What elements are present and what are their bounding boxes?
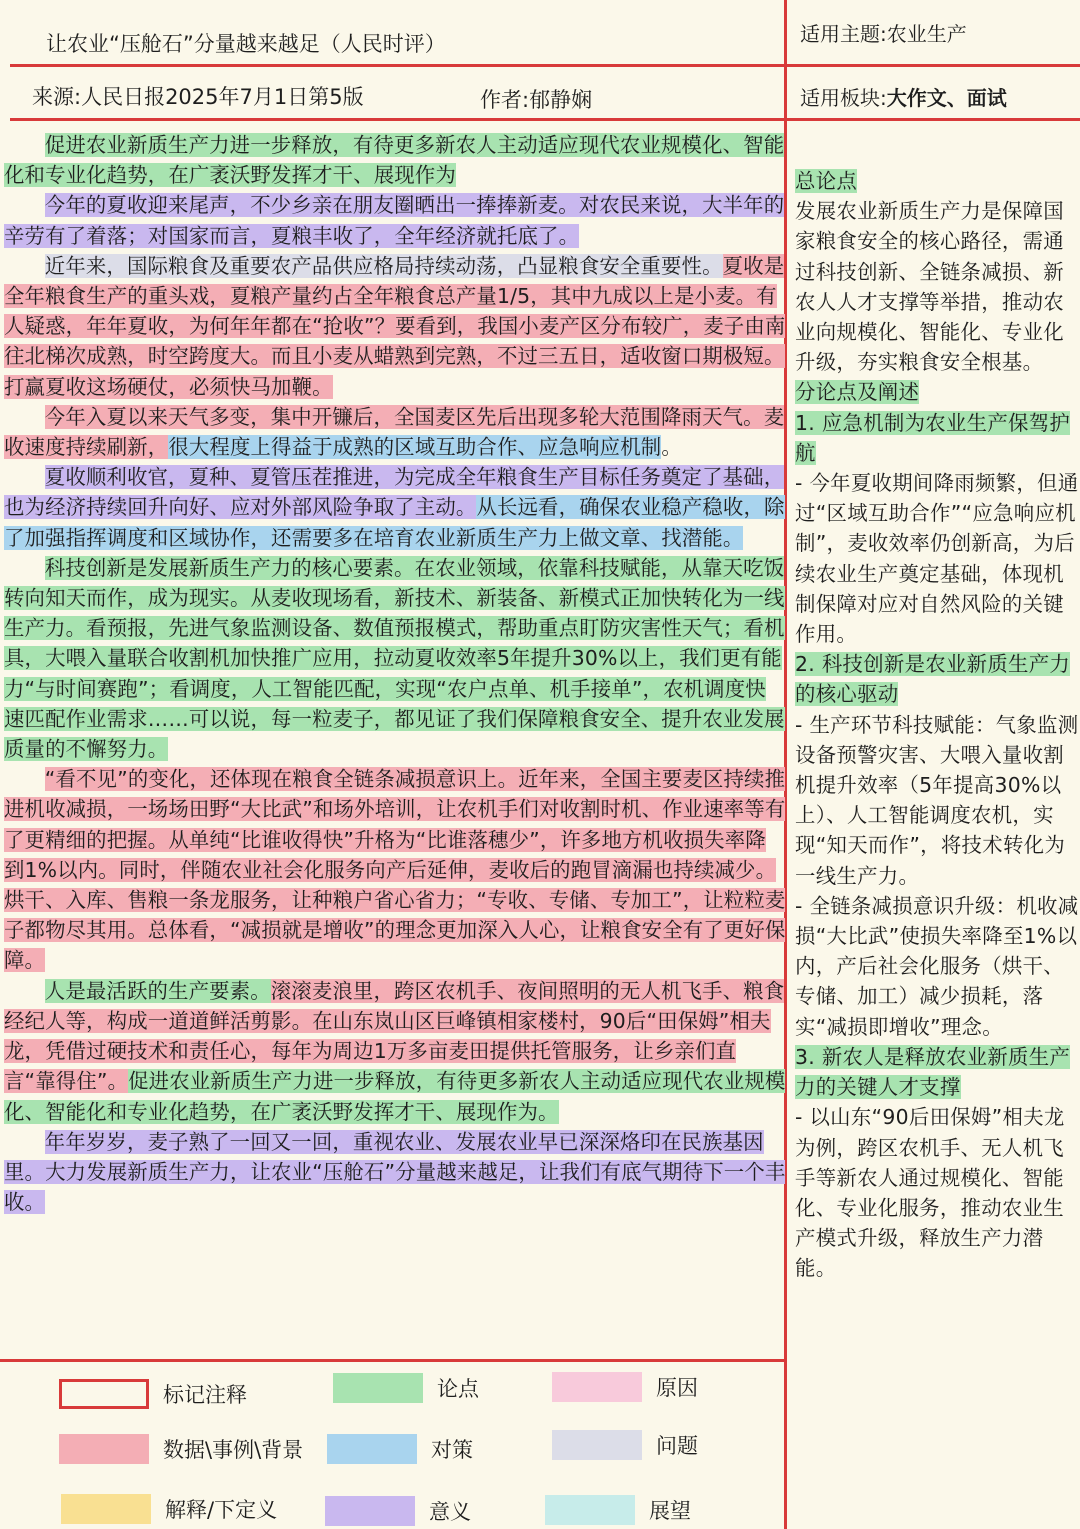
side-thesis-text: 发展农业新质生产力是保障国家粮食安全的核心路径，需通过科技创新、全链条减损、新农人人才支撑等举措，推动农业向规模化、智能化、专业化升级，夯实粮食安全根基。	[795, 199, 1064, 375]
text-segment: 今年入夏以来天气多变，集中开镰后，全国麦区先后出现多轮大范围降雨天气。麦收速度持续刷新，	[4, 404, 785, 460]
side-subpoint-2-text-a: - 生产环节科技赋能：气象监测设备预警灾害、大喂入量收割机提升效率（5年提高30%以上）、人工智能调度农机，实现“知天而作”，将技术转化为一线生产力。	[795, 712, 1079, 888]
text-segment: 近年来，国际粮食及重要农产品供应格局持续动荡，凸显粮食安全重要性。	[44, 253, 723, 278]
paragraph	[4, 130, 786, 190]
paragraph	[4, 251, 786, 402]
side-subpoint-1-text: - 今年夏收期间降雨频繁，但通过“区域互助合作”“应急响应机制”，麦收效率仍创新高，为后续农业生产奠定基础，体现机制保障对应对自然风险的关键作用。	[795, 471, 1079, 647]
side-heading-thesis: 总论点	[795, 169, 858, 193]
legend-cause: 原因	[552, 1372, 698, 1402]
legend-swatch-red	[59, 1434, 149, 1464]
legend-swatch-gray	[552, 1430, 642, 1460]
legend-point: 论点	[333, 1373, 479, 1403]
side-heading-subpoints: 分论点及阐述	[795, 380, 920, 405]
side-subpoint-2: 2. 科技创新是农业新质生产力的核心驱动	[795, 652, 1071, 707]
paragraph	[4, 553, 786, 764]
legend-swatch-pink	[552, 1372, 642, 1402]
legend-measure: 对策	[327, 1434, 473, 1464]
header-divider-2	[10, 118, 1080, 121]
article-title: 让农业“压舱石”分量越来越足（人民时评）	[46, 32, 446, 56]
text-segment: “看不见”的变化，还体现在粮食全链条减损意识上。近年来，全国主要麦区持续推进机收减损，一场场田野“大比武”和场外培训，让农机手们对收割时机、作业速率等有了更精细的把握。从单纯“比谁收得快”升格为“比谁落穗少”，许多地方机收损失率降到1%以内。同时，伴随农业社会化服务向产后延伸，麦收后的跑冒滴漏也持续减少。烘干、入库、售粮一条龙服务，让种粮户省心省力；“专收、专储、专加工”，让粒粒麦子都物尽其用。总体看，“减损就是增收”的理念更加深入人心，让粮食安全有了更好保障。	[4, 767, 786, 973]
paragraph	[4, 1127, 786, 1218]
legend	[0, 1362, 784, 1529]
legend-swatch-frame	[59, 1379, 149, 1409]
text-segment: 滚滚麦浪里，跨区农机手、夜间照明的无人机飞手、粮食经纪人等，构成一道道鲜活剪影。在山东岚山区巨峰镇相家楼村，90后“田保姆”相夫龙，凭借过硬技术和责任心，每年为周边1万多亩麦田提供托管服务，让乡亲们直言“靠得住”。	[4, 978, 785, 1094]
analysis-panel	[795, 166, 1079, 1284]
text-segment: 很大程度上得益于成熟的区域互助合作、应急响应机制	[168, 435, 662, 460]
article-author: 作者:郁静娴	[480, 88, 593, 112]
legend-swatch-purple	[325, 1496, 415, 1526]
side-subpoint-2-text-b: - 全链条减损意识升级：机收减损“大比武”使损失率降至1%以内，产后社会化服务（烘干、专储、加工）减少损耗，落实“减损即增收”理念。	[795, 893, 1079, 1039]
legend-mark: 标记注释	[59, 1379, 247, 1409]
text-segment: 。	[661, 435, 682, 460]
text-segment: 科技创新是发展新质生产力的核心要素。在农业领域，依靠科技赋能，从靠天吃饭转向知天而作，成为现实。从麦收现场看，新技术、新装备、新模式正加快转化为一线生产力。看预报，先进气象监测设备、数值预报模式，帮助重点盯防灾害性天气；看机具，大喂入量联合收割机加快推广应用，拉动夏收效率5年提升30%以上，我们更有能力“与时间赛跑”；看调度，人工智能匹配，实现“农户点单、机手接单”，农机调度快速匹配作业需求……可以说，每一粒麦子，都见证了我们保障粮食安全、提升农业发展质量的不懈努力。	[4, 555, 785, 762]
legend-swatch-teal	[545, 1495, 635, 1525]
paragraph	[4, 402, 786, 462]
text-segment: 夏收顺利收官，夏种、夏管压茬推进，为完成全年粮食生产目标任务奠定了基础，也为经济持续回升向好、应对外部风险争取了主动。	[4, 465, 785, 520]
legend-data: 数据\事例\背景	[59, 1434, 303, 1464]
paragraph	[4, 462, 786, 553]
legend-swatch-yellow	[61, 1494, 151, 1524]
paragraph	[4, 764, 786, 975]
text-segment: 年年岁岁，麦子熟了一回又一回，重视农业、发展农业早已深深烙印在民族基因里。大力发展新质生产力，让农业“压舱石”分量越来越足，让我们有底气期待下一个丰收。	[4, 1129, 786, 1215]
legend-swatch-green	[333, 1373, 423, 1403]
legend-swatch-blue	[327, 1434, 417, 1464]
text-segment: 夏收是全年粮食生产的重头戏，夏粮产量约占全年粮食总产量1/5，其中九成以上是小麦。有人疑惑，年年夏收，为何年年都在“抢收”？要看到，我国小麦产区分布较广，麦子由南往北梯次成熟，时空跨度大。而且小麦从蜡熟到完熟，不过三五日，适收窗口期极短。打赢夏收这场硬仗，必须快马加鞭。	[4, 253, 786, 399]
paragraph	[4, 976, 786, 1127]
text-segment: 人是最活跃的生产要素。	[44, 978, 271, 1003]
legend-explain: 解释/下定义	[61, 1494, 277, 1524]
legend-problem: 问题	[552, 1430, 698, 1460]
text-segment: 从长远看，确保农业稳产稳收，除了加强指挥调度和区域协作，还需要多在培育农业新质生产力上做文章、找潜能。	[4, 495, 785, 550]
paragraph	[4, 190, 786, 250]
text-segment: 今年的夏收迎来尾声，不少乡亲在朋友圈晒出一捧捧新麦。对农民来说，大半年的辛劳有了着落；对国家而言，夏粮丰收了，全年经济就托底了。	[4, 193, 785, 248]
applicable-topic: 适用主题:农业生产	[800, 22, 967, 46]
text-segment: 促进农业新质生产力进一步释放，有待更多新农人主动适应现代农业规模化、智能化和专业化趋势，在广袤沃野发挥才干、展现作为	[4, 133, 785, 188]
side-subpoint-1: 1. 应急机制为农业生产保驾护航	[795, 410, 1071, 465]
article-source: 来源:人民日报2025年7月1日第5版	[32, 85, 364, 109]
applicable-section-value: 大作文、面试	[886, 86, 1007, 110]
article-body	[4, 130, 786, 1217]
applicable-section: 适用板块:大作文、面试	[800, 86, 1007, 110]
text-segment: 促进农业新质生产力进一步释放，有待更多新农人主动适应现代农业规模化、智能化和专业化趋势，在广袤沃野发挥才干、展现作为。	[4, 1069, 786, 1124]
legend-meaning: 意义	[325, 1496, 471, 1526]
side-subpoint-3-text: - 以山东“90后田保姆”相夫龙为例，跨区农机手、无人机飞手等新农人通过规模化、智能化、专业化服务，推动农业生产模式升级，释放生产力潜能。	[795, 1105, 1065, 1281]
legend-outlook: 展望	[545, 1495, 691, 1525]
side-subpoint-3: 3. 新农人是释放农业新质生产力的关键人才支撑	[795, 1044, 1071, 1100]
header-divider-1	[10, 64, 1080, 67]
